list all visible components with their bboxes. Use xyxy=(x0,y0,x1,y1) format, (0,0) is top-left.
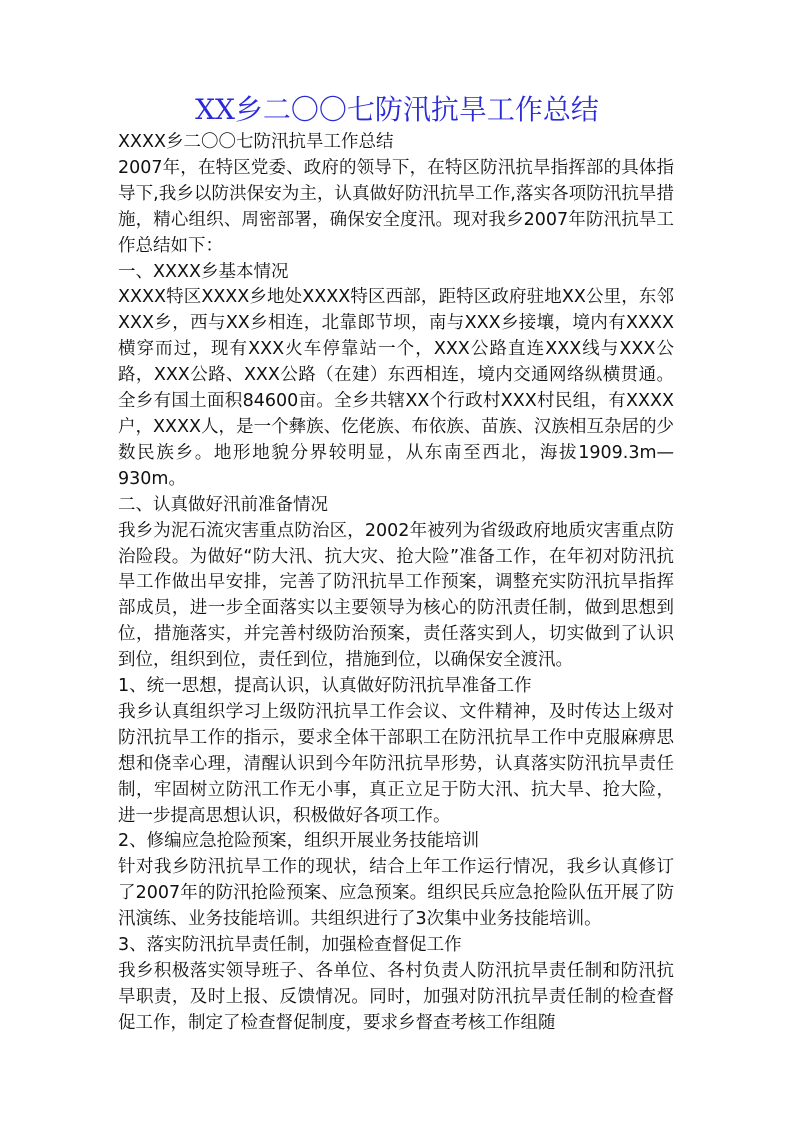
subsection-heading-2: 2、修编应急抢险预案，组织开展业务技能培训 xyxy=(118,831,480,852)
subsection-1-paragraph: 我乡认真组织学习上级防汛抗旱工作会议、文件精神，及时传达上级对防汛抗旱工作的指示，要求全体干部职工在防汛抗旱工作中克服麻痹思想和侥幸心理，清醒认识到今年防汛抗旱形势，认真落实防汛抗旱责任制，牢固树立防汛工作无小事，真正立足于防大汛、抗大旱、抢大险，进一步提高思想认识，积极做好各项工作。 xyxy=(118,701,674,826)
document-body xyxy=(118,130,674,1037)
subsection-heading-3: 3、落实防汛抗旱责任制，加强检查督促工作 xyxy=(118,935,462,956)
subsection-2-paragraph: 针对我乡防汛抗旱工作的现状，结合上年工作运行情况，我乡认真修订了2007年的防汛抢险预案、应急预案。组织民兵应急抢险队伍开展了防汛演练、业务技能培训。共组织进行了3次集中业务技能培训。 xyxy=(118,857,674,930)
subsection-3-paragraph: 我乡积极落实领导班子、各单位、各村负责人防汛抗旱责任制和防汛抗旱职责，及时上报、反馈情况。同时，加强对防汛抗旱责任制的检查督促工作，制定了检查督促制度，要求乡督查考核工作组随 xyxy=(118,961,674,1033)
document-title: XX乡二〇〇七防汛抗旱工作总结 xyxy=(195,93,599,126)
section-heading-preparation: 二、认真做好汛前准备情况 xyxy=(118,494,328,515)
preparation-paragraph: 我乡为泥石流灾害重点防治区，2002年被列为省级政府地质灾害重点防治险段。为做好“防大汛、抗大灾、抢大险”准备工作，在年初对防汛抗旱工作做出早安排，完善了防汛抗旱工作预案，调整充实防汛抗旱指挥部成员，进一步全面落实以主要领导为核心的防汛责任制，做到思想到位，措施落实，并完善村级防治预案，责任落实到人，切实做到了认识到位，组织到位，责任到位，措施到位，以确保安全渡汛。 xyxy=(118,520,674,671)
intro-paragraph: 2007年，在特区党委、政府的领导下，在特区防汛抗旱指挥部的具体指导下,我乡以防洪保安为主，认真做好防汛抗旱工作,落实各项防汛抗旱措施，精心组织、周密部署，确保安全度汛。现对我乡2007年防汛抗旱工作总结如下： xyxy=(118,157,674,256)
section-heading-basic-info: 一、XXXX乡基本情况 xyxy=(118,261,289,282)
basic-info-paragraph: XXXX特区XXXX乡地处XXXX特区西部，距特区政府驻地XX公里，东邻XXX乡，西与XX乡相连，北靠郎节坝，南与XXX乡接壤，境内有XXXX横穿而过，现有XXX火车停靠站一个，XXX公路直连XXX线与XXX公路，XXX公路、XXX公路（在建）东西相连，境内交通网络纵横贯通。全乡有国土面积84600亩。全乡共辖XX个行政村XXX村民组，有XXXX户，XXXX人，是一个彝族、仡佬族、布依族、苗族、汉族相互杂居的少数民族乡。地形地貌分界较明显，从东南至西北，海拔1909.3m—930m。 xyxy=(118,287,674,489)
subsection-heading-1: 1、统一思想，提高认识，认真做好防汛抗旱准备工作 xyxy=(118,676,532,697)
subtitle-line: XXXX乡二〇〇七防汛抗旱工作总结 xyxy=(118,132,394,152)
